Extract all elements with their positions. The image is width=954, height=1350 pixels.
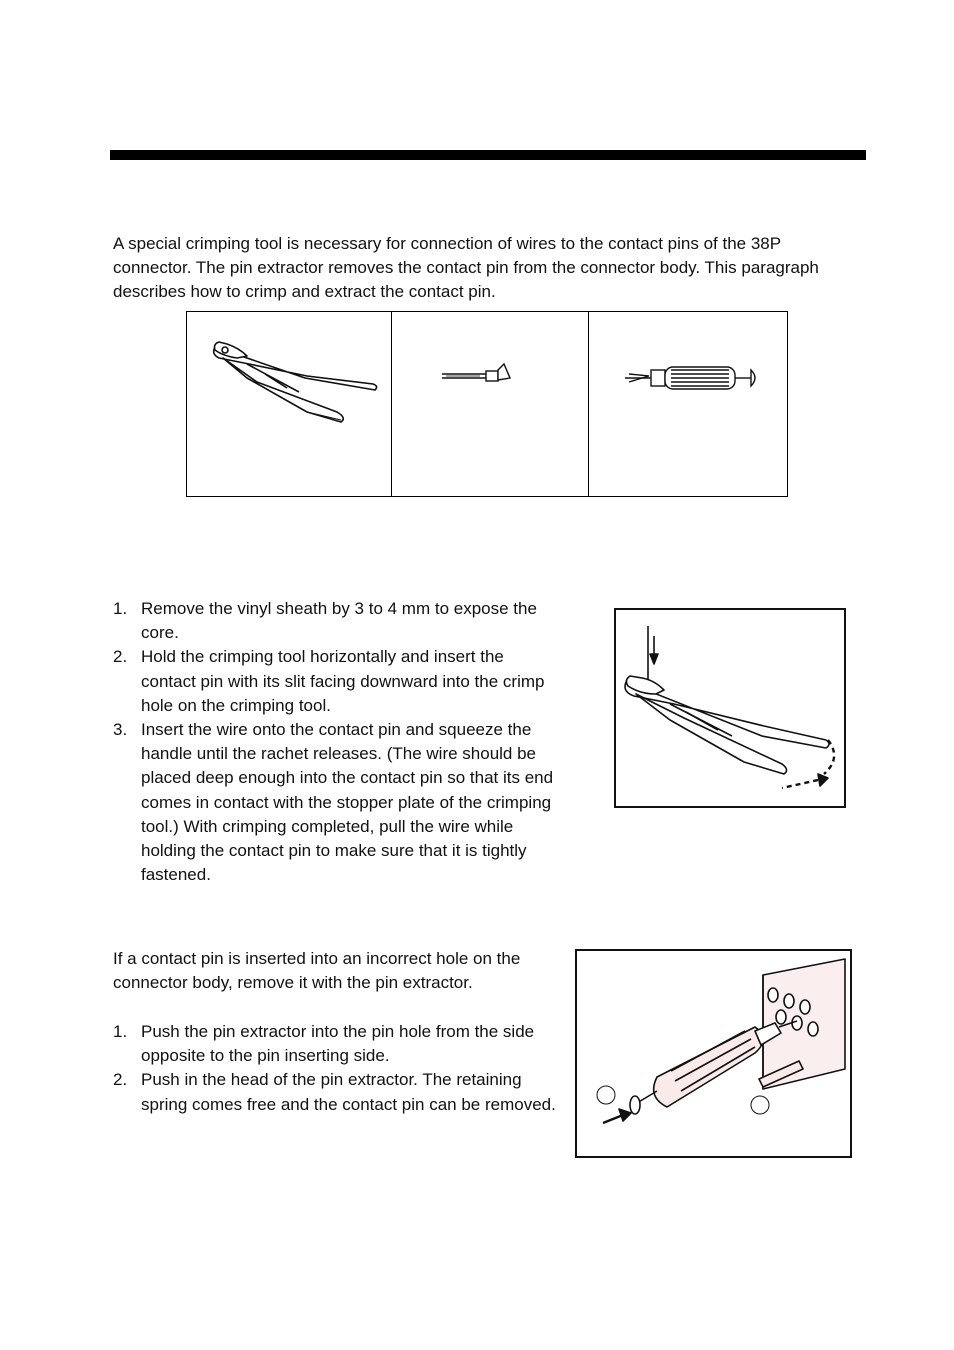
step-text: Remove the vinyl sheath by 3 to 4 mm to expose the core. bbox=[141, 599, 537, 643]
tool-cell-pin-extractor bbox=[588, 312, 789, 496]
contact-pin-icon bbox=[392, 312, 589, 498]
intro-paragraph: A special crimping tool is necessary for connection of wires to the contact pins of the 38P connector. The pin extractor removes the contact pin from the connector body. This paragraph describes how to crimp and extract the contact pin. bbox=[113, 234, 819, 302]
header-rule bbox=[110, 150, 866, 160]
list-item bbox=[113, 718, 558, 887]
crimping-steps-list bbox=[113, 597, 558, 887]
crimping-illustration-icon bbox=[614, 608, 846, 808]
step-number: 2. bbox=[113, 1070, 128, 1090]
list-item bbox=[113, 597, 558, 645]
step-number: 3. bbox=[113, 720, 128, 740]
extraction-intro: If a contact pin is inserted into an incorrect hole on the connector body, remove it with the pin extractor. bbox=[113, 949, 521, 993]
pin-extractor-icon bbox=[589, 312, 789, 498]
extraction-illustration-icon bbox=[575, 949, 852, 1158]
extraction-steps-list bbox=[113, 1020, 558, 1117]
tool-cell-contact-pin bbox=[391, 312, 588, 496]
extraction-figure bbox=[575, 949, 852, 1158]
step-text: Hold the crimping tool horizontally and insert the contact pin with its slit facing downward into the crimp hole on the crimping tool. bbox=[141, 647, 545, 715]
tool-cell-crimping-tool bbox=[187, 312, 391, 496]
step-text: Push in the head of the pin extractor. The retaining spring comes free and the contact pin can be removed. bbox=[141, 1070, 556, 1114]
crimping-figure bbox=[614, 608, 846, 808]
crimping-tool-icon bbox=[187, 312, 391, 498]
list-item bbox=[113, 645, 558, 718]
step-text: Push the pin extractor into the pin hole from the side opposite to the pin inserting side. bbox=[141, 1022, 535, 1066]
step-number: 1. bbox=[113, 599, 128, 618]
step-number: 1. bbox=[113, 1022, 128, 1041]
tools-table bbox=[186, 311, 788, 497]
step-text: Insert the wire onto the contact pin and squeeze the handle until the rachet releases. (The wire should be placed deep enough into the contact pin so that its end comes in contact with the stopper plate of the crimping tool.) With crimping completed, pull the wire while holding the contact pin to make sure that it is tightly fastened. bbox=[141, 720, 554, 885]
list-item bbox=[113, 1020, 558, 1068]
step-number: 2. bbox=[113, 647, 128, 667]
list-item bbox=[113, 1068, 558, 1116]
